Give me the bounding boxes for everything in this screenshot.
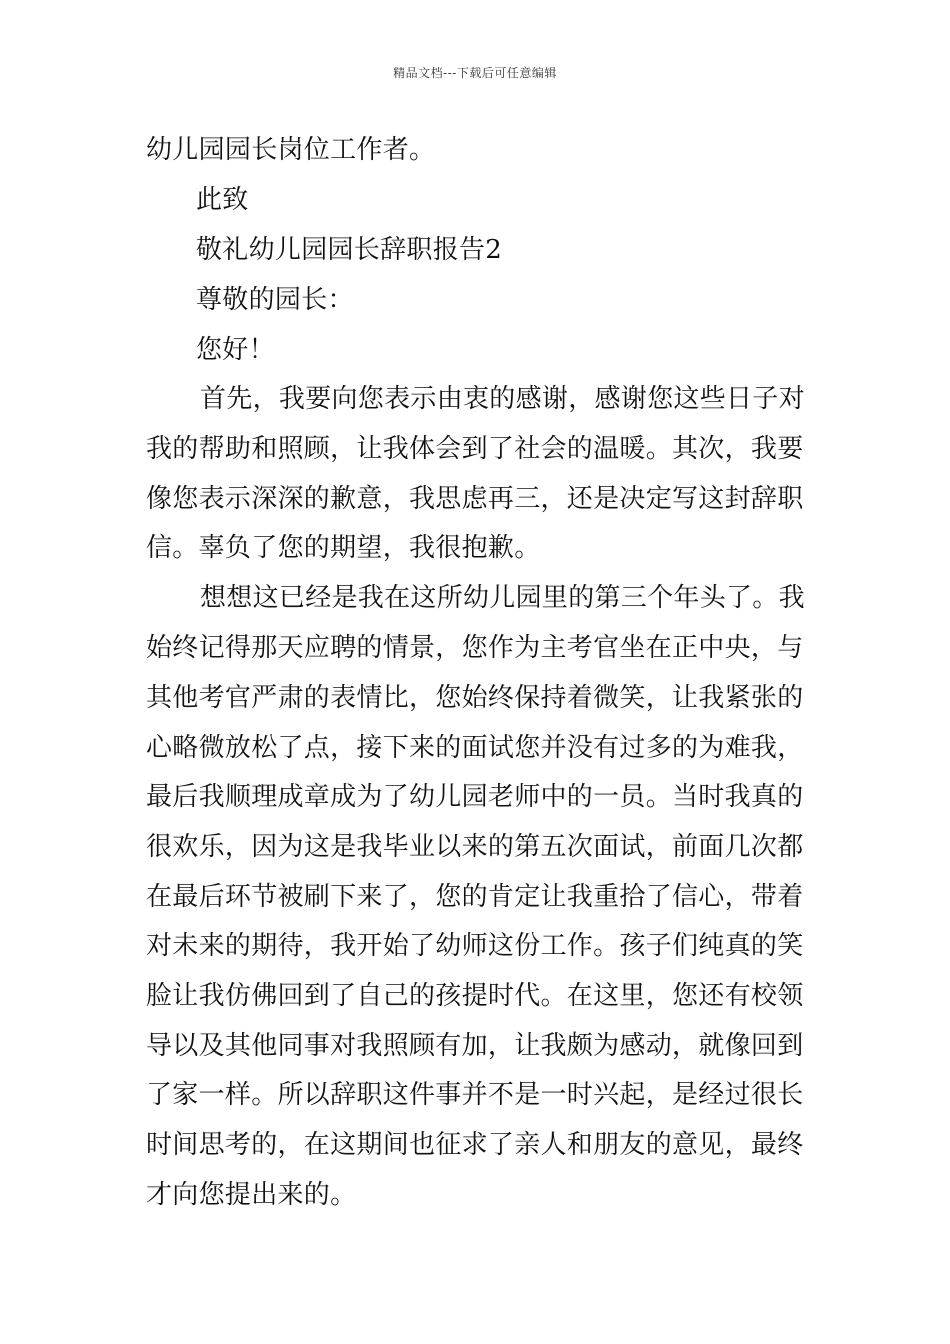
text-line: 其他考官严肃的表情比，您始终保持着微笑，让我紧张的: [146, 683, 804, 713]
text-line: 幼儿园园长岗位工作者。: [146, 135, 436, 165]
text-line: 心略微放松了点，接下来的面试您并没有过多的为难我，: [146, 733, 804, 763]
text-line: 尊敬的园长：: [196, 285, 354, 315]
text-line: 很欢乐，因为这是我毕业以来的第五次面试，前面几次都: [146, 832, 804, 862]
text-line: 首先，我要向您表示由衷的感谢，感谢您这些日子对: [200, 384, 805, 414]
text-line: 对未来的期待，我开始了幼师这份工作。孩子们纯真的笑: [146, 931, 804, 961]
text-line: 才向您提出来的。: [146, 1180, 357, 1210]
text-line: 始终记得那天应聘的情景，您作为主考官坐在正中央，与: [146, 633, 804, 663]
text-line: 此致: [196, 185, 249, 215]
text-line: 您好！: [196, 335, 275, 365]
text-line: 导以及其他同事对我照顾有加，让我颇为感动，就像回到: [146, 1031, 804, 1061]
text-line: 敬礼幼儿园园长辞职报告2: [196, 235, 503, 265]
text-line: 信。辜负了您的期望，我很抱歉。: [146, 533, 541, 563]
text-line: 了家一样。所以辞职这件事并不是一时兴起，是经过很长: [146, 1080, 804, 1110]
text-line: 像您表示深深的歉意，我思虑再三，还是决定写这封辞职: [146, 484, 804, 514]
text-line: 在最后环节被刷下来了，您的肯定让我重拾了信心，带着: [146, 882, 804, 912]
text-line: 我的帮助和照顾，让我体会到了社会的温暖。其次，我要: [146, 434, 804, 464]
page-header: 精品文档---下载后可任意编辑: [393, 66, 557, 80]
text-line: 时间思考的，在这期间也征求了亲人和朋友的意见，最终: [146, 1130, 804, 1160]
text-line: 想想这已经是我在这所幼儿园里的第三个年头了。我: [200, 583, 805, 613]
text-line: 最后我顺理成章成为了幼儿园老师中的一员。当时我真的: [146, 782, 804, 812]
text-line: 脸让我仿佛回到了自己的孩提时代。在这里，您还有校领: [146, 981, 804, 1011]
